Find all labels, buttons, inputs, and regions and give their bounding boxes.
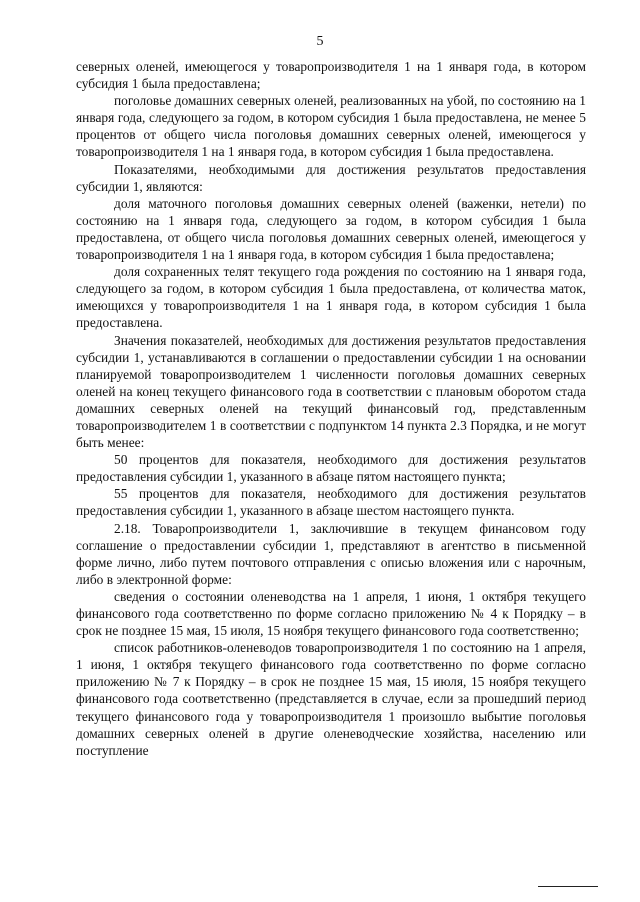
paragraph: доля маточного поголовья домашних северных оленей (важенки, нетели) по состоянию на 1 января года, следующего за годом, в котором субсидия 1 была предоставлена, от общего числа поголовья домашних северных оленей, имеющегося у товаропроизводителя 1 на 1 января года, в котором субсидия 1 была предоставлена; xyxy=(76,195,586,263)
paragraph: список работников-оленеводов товаропроизводителя 1 по состоянию на 1 апреля, 1 июня, 1 октября текущего финансового года соответственно по форме согласно приложению № 7 к Порядку – в срок не позднее 15 мая, 15 июля, 15 ноября текущего финансового года соответственно (представляется в случае, если за прошедший период текущего финансового года у товаропроизводителя 1 произошло выбытие поголовья домашних северных оленей в другие оленеводческие хозяйства, населению или поступление xyxy=(76,640,586,758)
paragraph: поголовье домашних северных оленей, реализованных на убой, по состоянию на 1 января года, следующего за годом, в котором субсидия 1 была предоставлена, не менее 5 процентов от общего числа поголовья домашних северных оленей, имеющегося у товаропроизводителя 1 на 1 января года, в котором субсидия 1 была предоставлена. xyxy=(76,93,586,160)
paragraph: 2.18. Товаропроизводители 1, заключившие в текущем финансовом году соглашение о предоставлении субсидии 1, представляют в агентство в письменной форме лично, либо путем почтового отправления с описью вложения или с нарочным, либо в электронной форме: xyxy=(76,520,586,587)
paragraph: доля сохраненных телят текущего года рождения по состоянию на 1 января года, следующего за годом, в котором субсидия 1 была предоставлена, от количества маток, имеющихся у товаропроизводителя 1 на 1 января года, в котором субсидия 1 была предоставлена. xyxy=(76,264,586,331)
paragraph: 50 процентов для показателя, необходимого для достижения результатов предоставления субсидии 1, указанного в абзаце пятом настоящего пункта; xyxy=(76,452,586,485)
paragraph: сведения о состоянии оленеводства на 1 апреля, 1 июня, 1 октября текущего финансового года соответственно по форме согласно приложению № 4 к Порядку – в срок не позднее 15 мая, 15 июля, 15 ноября текущего финансового года соответственно; xyxy=(76,588,586,639)
paragraph: Значения показателей, необходимых для достижения результатов предоставления субсидии 1, устанавливаются в соглашении о предоставлении субсидии 1 на основании планируемой товаропроизводителем 1 численности поголовья домашних северных оленей на конец текущего финансового года в соответствии с плановым оборотом стада домашних северных оленей на текущий финансовый год, представленным товаропроизводителем 1 в соответствии с подпунктом 14 пункта 2.3 Порядка, и не могут быть менее: xyxy=(76,332,586,451)
paragraph-continuation: северных оленей, имеющегося у товаропроизводителя 1 на 1 января года, в котором субсидия 1 была предоставлена; xyxy=(76,59,586,92)
paragraph: Показателями, необходимыми для достижения результатов предоставления субсидии 1, являются: xyxy=(76,161,586,194)
page-number: 5 xyxy=(316,34,324,49)
document-body xyxy=(76,58,586,759)
footer-rule xyxy=(538,886,598,887)
paragraph: 55 процентов для показателя, необходимого для достижения результатов предоставления субсидии 1, указанного в абзаце шестом настоящего пункта. xyxy=(76,486,586,519)
